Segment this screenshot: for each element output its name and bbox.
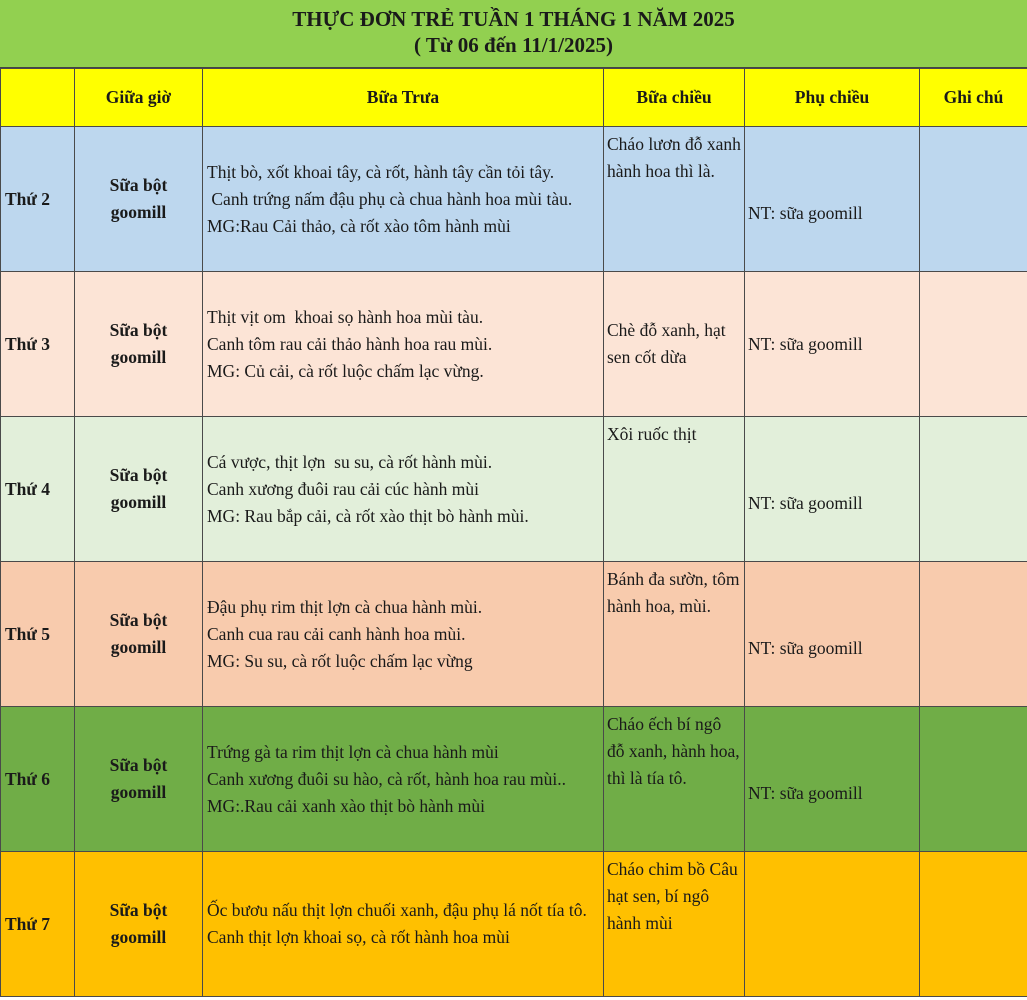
mid-morning-cell	[75, 562, 203, 707]
mid-morning-cell	[75, 852, 203, 997]
lunch-line: MG: Củ cải, cà rốt luộc chấm lạc vừng.	[207, 360, 484, 381]
header-day	[1, 69, 75, 127]
header-lunch: Bữa Trưa	[203, 69, 604, 127]
lunch-line: Canh trứng nấm đậu phụ cà chua hành hoa mùi tàu.	[207, 188, 573, 209]
lunch-cell	[203, 417, 604, 562]
mid-morning-text: Sữa bột goomill	[109, 320, 168, 367]
lunch-line: Cá vược, thịt lợn su su, cà rốt hành mùi.	[207, 451, 493, 472]
mid-morning-cell	[75, 707, 203, 852]
mid-morning-text: Sữa bột goomill	[109, 900, 168, 947]
mid-morning-cell	[75, 272, 203, 417]
notes-cell	[920, 272, 1027, 417]
notes-cell	[920, 707, 1027, 852]
day-cell: Thứ 4	[1, 417, 75, 562]
afternoon-snack-cell: NT: sữa goomill	[745, 562, 920, 707]
menu-row	[1, 417, 1027, 562]
mid-morning-text: Sữa bột goomill	[109, 175, 168, 222]
menu-body	[1, 127, 1027, 997]
lunch-cell	[203, 272, 604, 417]
lunch-cell	[203, 707, 604, 852]
mid-morning-text: Sữa bột goomill	[109, 755, 168, 802]
day-cell: Thứ 2	[1, 127, 75, 272]
lunch-line: MG: Su su, cà rốt luộc chấm lạc vừng	[207, 650, 473, 671]
day-cell: Thứ 6	[1, 707, 75, 852]
lunch-line: MG: Rau bắp cải, cà rốt xào thịt bò hành mùi.	[207, 505, 529, 526]
lunch-cell	[203, 127, 604, 272]
notes-cell	[920, 417, 1027, 562]
lunch-line: MG:Rau Cải thảo, cà rốt xào tôm hành mùi	[207, 215, 511, 236]
lunch-line: Thịt bò, xốt khoai tây, cà rốt, hành tây cần tỏi tây.	[207, 161, 555, 182]
afternoon-meal-cell: Cháo lươn đỗ xanh hành hoa thì là.	[604, 127, 745, 272]
menu-row	[1, 562, 1027, 707]
header-mid-morning: Giữa giờ	[75, 69, 203, 127]
afternoon-snack-cell: NT: sữa goomill	[745, 127, 920, 272]
lunch-line: Canh xương đuôi su hào, cà rốt, hành hoa rau mùi..	[207, 768, 566, 789]
lunch-line: Ốc bươu nấu thịt lợn chuối xanh, đậu phụ lá nốt tía tô.	[207, 900, 587, 920]
lunch-line: Trứng gà ta rim thịt lợn cà chua hành mùi	[207, 741, 499, 762]
mid-morning-text: Sữa bột goomill	[109, 465, 168, 512]
lunch-line: Canh tôm rau cải thảo hành hoa rau mùi.	[207, 333, 493, 354]
notes-cell	[920, 562, 1027, 707]
mid-morning-cell	[75, 127, 203, 272]
menu-row	[1, 852, 1027, 997]
header-row	[1, 69, 1027, 127]
header-afternoon-snack: Phụ chiều	[745, 69, 920, 127]
menu-row	[1, 707, 1027, 852]
lunch-line: Canh cua rau cải canh hành hoa mùi.	[207, 623, 466, 644]
header-notes: Ghi chú	[920, 69, 1027, 127]
lunch-cell	[203, 852, 604, 997]
notes-cell	[920, 127, 1027, 272]
afternoon-meal-cell: Chè đỗ xanh, hạt sen cốt dừa	[604, 272, 745, 417]
afternoon-snack-cell: NT: sữa goomill	[745, 417, 920, 562]
day-cell: Thứ 3	[1, 272, 75, 417]
menu-row	[1, 272, 1027, 417]
lunch-line: Canh xương đuôi rau cải cúc hành mùi	[207, 478, 479, 499]
afternoon-snack-cell	[745, 852, 920, 997]
title-block	[0, 0, 1027, 68]
day-cell: Thứ 5	[1, 562, 75, 707]
notes-cell	[920, 852, 1027, 997]
afternoon-meal-cell: Xôi ruốc thịt	[604, 417, 745, 562]
lunch-line: Đậu phụ rim thịt lợn cà chua hành mùi.	[207, 596, 483, 617]
header-afternoon-meal: Bữa chiều	[604, 69, 745, 127]
day-cell: Thứ 7	[1, 852, 75, 997]
afternoon-snack-cell: NT: sữa goomill	[745, 707, 920, 852]
lunch-cell	[203, 562, 604, 707]
weekly-menu-table	[0, 68, 1027, 997]
menu-row	[1, 127, 1027, 272]
mid-morning-cell	[75, 417, 203, 562]
afternoon-meal-cell: Cháo chim bồ Câu hạt sen, bí ngô hành mùi	[604, 852, 745, 997]
menu-title: THỰC ĐƠN TRẺ TUẦN 1 THÁNG 1 NĂM 2025	[292, 7, 735, 31]
mid-morning-text: Sữa bột goomill	[109, 610, 168, 657]
afternoon-snack-cell: NT: sữa goomill	[745, 272, 920, 417]
menu-date-range: ( Từ 06 đến 11/1/2025)	[414, 33, 613, 57]
lunch-line: MG:.Rau cải xanh xào thịt bò hành mùi	[207, 795, 486, 816]
lunch-line: Thịt vịt om khoai sọ hành hoa mùi tàu.	[207, 306, 484, 327]
afternoon-meal-cell: Bánh đa sườn, tôm hành hoa, mùi.	[604, 562, 745, 707]
lunch-line: Canh thịt lợn khoai sọ, cà rốt hành hoa mùi	[207, 927, 510, 947]
afternoon-meal-cell: Cháo ếch bí ngô đỗ xanh, hành hoa, thì là tía tô.	[604, 707, 745, 852]
